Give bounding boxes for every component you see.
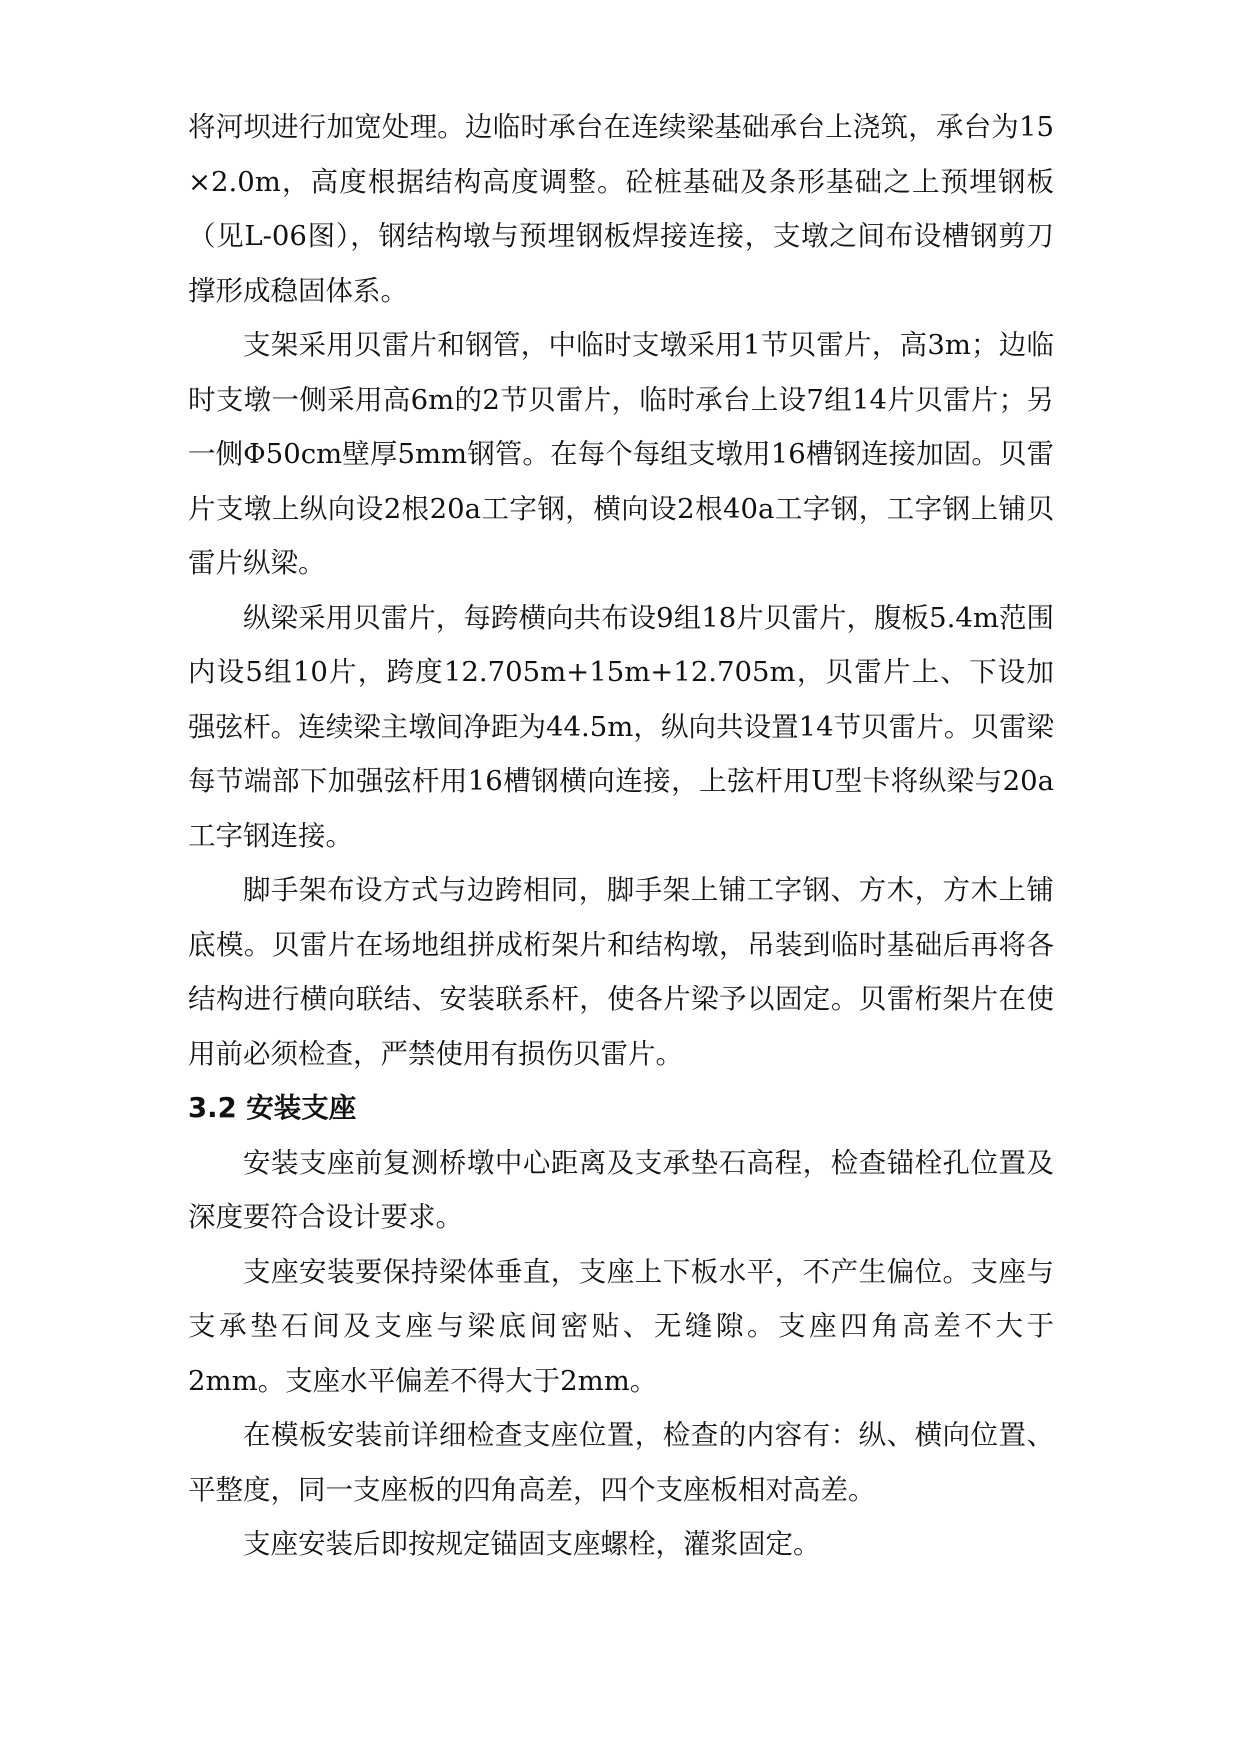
paragraph-longitudinal-beam: 纵梁采用贝雷片，每跨横向共布设9组18片贝雷片，腹板5.4m范围内设5组10片，跨度12.705m+15m+12.705m，贝雷片上、下设加强弦杆。连续梁主墩间净距为44.5m，纵向共设置14节贝雷片。贝雷梁每节端部下加强弦杆用16槽钢横向连接，上弦杆用U型卡将纵梁与20a工字钢连接。: [188, 601, 1054, 852]
paragraph-support-frame: 支架采用贝雷片和钢管，中临时支墩采用1节贝雷片，高3m；边临时支墩一侧采用高6m的2节贝雷片，临时承台上设7组14片贝雷片；另一侧Φ50cm壁厚5mm钢管。在每个每组支墩用16槽钢连接加固。贝雷片支墩上纵向设2根20a工字钢，横向设2根40a工字钢，工字钢上铺贝雷片纵梁。: [188, 329, 1054, 579]
paragraph-bearing-check: 安装支座前复测桥墩中心距离及支承垫石高程，检查锚栓孔位置及深度要符合设计要求。: [188, 1146, 1054, 1233]
paragraph-foundation: 将河坝进行加宽处理。边临时承台在连续梁基础承台上浇筑，承台为15 ×2.0m，高度根据结构高度调整。砼桩基础及条形基础之上预埋钢板（见L-06图），钢结构墩与预埋钢板焊接连接，支墩之间布设槽钢剪刀撑形成稳固体系。: [188, 111, 1054, 307]
paragraph-bearing-install: 支座安装要保持梁体垂直，支座上下板水平，不产生偏位。支座与支承垫石间及支座与梁底间密贴、无缝隙。支座四角高差不大于2mm。支座水平偏差不得大于2mm。: [188, 1255, 1054, 1397]
paragraph-bearing-inspection: 在模板安装前详细检查支座位置，检查的内容有：纵、横向位置、平整度，同一支座板的四角高差，四个支座板相对高差。: [188, 1419, 1054, 1506]
document-page: [188, 100, 1054, 1572]
section-heading: 3.2 安装支座: [188, 1092, 357, 1124]
paragraph-scaffolding: 脚手架布设方式与边跨相同，脚手架上铺工字钢、方木，方木上铺底模。贝雷片在场地组拼成桁架片和结构墩，吊装到临时基础后再将各结构进行横向联结、安装联系杆，使各片梁予以固定。贝雷桁架片在使用前必须检查，严禁使用有损伤贝雷片。: [188, 874, 1054, 1070]
paragraph-bearing-anchor: 支座安装后即按规定锚固支座螺栓，灌浆固定。: [243, 1528, 821, 1560]
